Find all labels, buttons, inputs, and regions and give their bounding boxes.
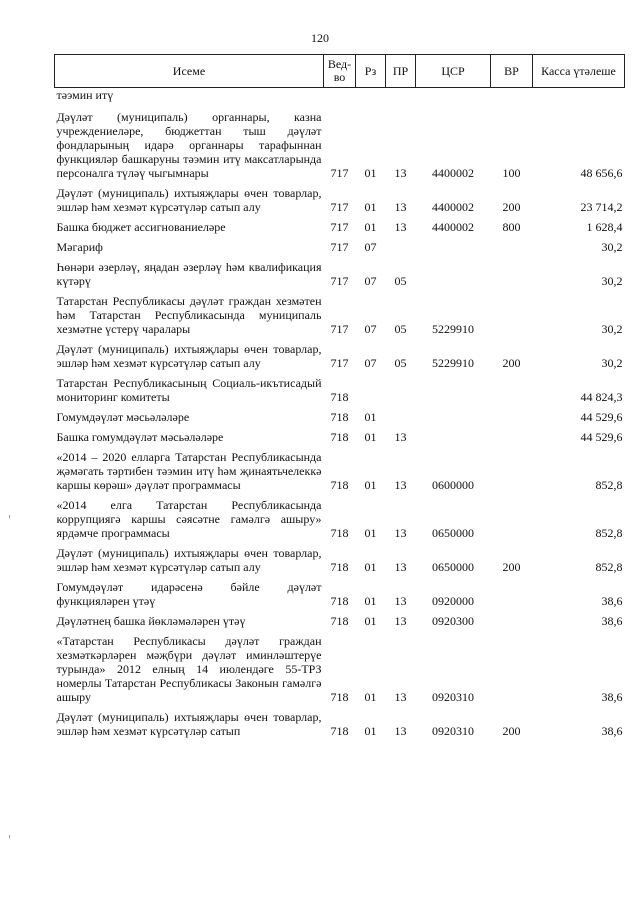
row-vr bbox=[491, 632, 533, 708]
table-row bbox=[55, 258, 625, 292]
header-csr: ЦСР bbox=[416, 55, 491, 88]
row-pr: 13 bbox=[394, 430, 407, 444]
row-name: Дәүләт (муниципаль) ихтыяҗлары өчен товарлар, эшләр һәм хезмәт күрсәтүләр сатып bbox=[56, 710, 322, 738]
row-csr: 0650000 bbox=[432, 560, 474, 574]
table-row bbox=[55, 612, 625, 632]
row-vedomstvo: 718 bbox=[330, 594, 349, 608]
row-vedomstvo: 717 bbox=[330, 240, 349, 254]
row-vr: 200 bbox=[502, 724, 521, 738]
row-name: Дәүләт (муниципаль) органнары, казна учреждениеләре, бюджеттан тыш дәүләт фондларының идарә органнары тарафыннан функцияләр башкаруны тәэмин итү максатларында персоналга түләү чыгымнары bbox=[56, 110, 322, 180]
row-rz: 01 bbox=[364, 724, 377, 738]
row-csr: 4400002 bbox=[432, 220, 474, 234]
row-vr bbox=[491, 292, 533, 340]
row-csr: 0650000 bbox=[432, 526, 474, 540]
row-rz: 07 bbox=[364, 274, 377, 288]
row-pr bbox=[386, 408, 416, 428]
row-amount: 44 529,6 bbox=[580, 410, 623, 424]
row-pr: 13 bbox=[394, 166, 407, 180]
row-amount: 30,2 bbox=[601, 322, 623, 336]
table-row bbox=[55, 408, 625, 428]
row-rz: 07 bbox=[364, 356, 377, 370]
row-csr: 4400002 bbox=[432, 166, 474, 180]
header-pr: ПР bbox=[386, 55, 416, 88]
row-vedomstvo: 718 bbox=[330, 690, 349, 704]
row-vedomstvo: 717 bbox=[330, 322, 349, 336]
row-rz: 01 bbox=[364, 166, 377, 180]
row-vr: 100 bbox=[502, 166, 521, 180]
row-amount: 30,2 bbox=[601, 356, 623, 370]
continuation-row bbox=[55, 88, 625, 109]
table-row bbox=[55, 108, 625, 184]
row-vedomstvo: 717 bbox=[330, 166, 349, 180]
row-amount: 30,2 bbox=[601, 240, 623, 254]
table-row bbox=[55, 544, 625, 578]
row-rz: 01 bbox=[364, 594, 377, 608]
row-amount: 1 628,4 bbox=[586, 220, 623, 234]
row-name: Мәгариф bbox=[56, 240, 103, 254]
row-amount: 30,2 bbox=[601, 274, 623, 288]
row-csr: 5229910 bbox=[432, 356, 474, 370]
row-pr: 05 bbox=[394, 322, 407, 336]
row-pr bbox=[386, 374, 416, 408]
row-vr bbox=[491, 374, 533, 408]
row-vedomstvo: 717 bbox=[330, 356, 349, 370]
row-rz: 01 bbox=[364, 478, 377, 492]
row-amount: 38,6 bbox=[601, 594, 623, 608]
row-amount: 38,6 bbox=[601, 724, 623, 738]
row-csr bbox=[416, 374, 491, 408]
row-amount: 44 529,6 bbox=[580, 430, 623, 444]
row-vr bbox=[491, 428, 533, 448]
row-csr: 4400002 bbox=[432, 200, 474, 214]
row-name: Һөнәри әзерләү, яңадан әзерләү һәм квалификация күтәрү bbox=[56, 260, 322, 288]
row-rz: 01 bbox=[364, 560, 377, 574]
binding-mark bbox=[9, 835, 10, 838]
row-pr: 13 bbox=[394, 724, 407, 738]
row-vr bbox=[491, 612, 533, 632]
row-vedomstvo: 718 bbox=[330, 724, 349, 738]
table-row bbox=[55, 708, 625, 742]
row-csr: 0920310 bbox=[432, 724, 474, 738]
table-row bbox=[55, 578, 625, 612]
row-csr: 0920310 bbox=[432, 690, 474, 704]
header-vedomstvo: Вед-во bbox=[324, 55, 356, 88]
row-vedomstvo: 718 bbox=[330, 410, 349, 424]
row-vr bbox=[491, 258, 533, 292]
row-rz: 01 bbox=[364, 220, 377, 234]
row-vr: 800 bbox=[502, 220, 521, 234]
row-vedomstvo: 717 bbox=[330, 220, 349, 234]
row-vr: 200 bbox=[502, 200, 521, 214]
row-vedomstvo: 717 bbox=[330, 200, 349, 214]
row-amount: 852,8 bbox=[595, 560, 623, 574]
row-vedomstvo: 718 bbox=[330, 560, 349, 574]
table-row bbox=[55, 428, 625, 448]
row-pr: 13 bbox=[394, 200, 407, 214]
table-body bbox=[55, 88, 625, 743]
row-rz: 01 bbox=[364, 690, 377, 704]
row-name: Татарстан Республикасы дәүләт граждан хезмәтен һәм Татарстан Республикасында муниципаль хезмәтне үстерү чаралары bbox=[56, 294, 322, 336]
row-vedomstvo: 718 bbox=[330, 478, 349, 492]
row-vedomstvo: 718 bbox=[330, 390, 349, 404]
row-name: Дәүләт (муниципаль) ихтыяҗлары өчен товарлар, эшләр һәм хезмәт күрсәтүләр сатып алу bbox=[56, 186, 322, 214]
row-vedomstvo: 717 bbox=[330, 274, 349, 288]
row-pr: 05 bbox=[394, 274, 407, 288]
row-amount: 23 714,2 bbox=[580, 200, 623, 214]
table-row bbox=[55, 496, 625, 544]
row-csr bbox=[416, 258, 491, 292]
row-name: Гомумдәүләт идарәсенә бәйле дәүләт функцияләрен үтәү bbox=[56, 580, 322, 608]
row-vr bbox=[491, 496, 533, 544]
row-amount: 852,8 bbox=[595, 526, 623, 540]
row-name: «2014 – 2020 елларга Татарстан Республикасында җәмәгать тәртибен тәэмин итү һәм җинаятьчелеккә каршы көрәш» дәүләт программасы bbox=[56, 450, 322, 492]
row-name: Башка бюджет ассигнованиеләре bbox=[56, 220, 226, 234]
table-row bbox=[55, 184, 625, 218]
row-vr bbox=[491, 448, 533, 496]
row-name: Татарстан Республикасының Социаль-икътисадый мониторинг комитеты bbox=[56, 376, 322, 404]
row-amount: 48 656,6 bbox=[580, 166, 623, 180]
binding-mark bbox=[9, 515, 10, 518]
row-vr bbox=[491, 238, 533, 258]
row-csr: 0920000 bbox=[432, 594, 474, 608]
row-pr: 13 bbox=[394, 220, 407, 234]
row-csr: 0600000 bbox=[432, 478, 474, 492]
row-vr bbox=[491, 408, 533, 428]
row-rz: 07 bbox=[364, 240, 377, 254]
row-name: Дәүләтнең башка йөкләмәләрен үтәү bbox=[56, 614, 246, 628]
row-csr bbox=[416, 238, 491, 258]
row-name: Башка гомумдәүләт мәсьәләләре bbox=[56, 430, 224, 444]
table-row bbox=[55, 292, 625, 340]
row-name: «2014 елга Татарстан Республикасында коррупциягә каршы сәясәтне гамәлгә ашыру» ярдәмче программасы bbox=[56, 498, 322, 540]
row-pr bbox=[386, 238, 416, 258]
table-row bbox=[55, 448, 625, 496]
budget-table bbox=[54, 54, 625, 742]
row-pr: 13 bbox=[394, 526, 407, 540]
table-row bbox=[55, 218, 625, 238]
row-name: тәэмин итү bbox=[56, 88, 114, 102]
row-vedomstvo: 718 bbox=[330, 614, 349, 628]
row-csr bbox=[416, 428, 491, 448]
row-amount: 852,8 bbox=[595, 478, 623, 492]
header-kassa: Касса үтәлеше bbox=[533, 55, 625, 88]
row-rz: 01 bbox=[364, 430, 377, 444]
row-csr bbox=[416, 408, 491, 428]
header-vr: ВР bbox=[491, 55, 533, 88]
row-vedomstvo: 718 bbox=[330, 430, 349, 444]
row-vr bbox=[491, 578, 533, 612]
row-rz: 01 bbox=[364, 526, 377, 540]
table-row bbox=[55, 374, 625, 408]
row-rz: 01 bbox=[364, 200, 377, 214]
row-pr: 13 bbox=[394, 478, 407, 492]
row-pr: 13 bbox=[394, 594, 407, 608]
row-csr: 5229910 bbox=[432, 322, 474, 336]
row-name: Дәүләт (муниципаль) ихтыяҗлары өчен товарлар, эшләр һәм хезмәт күрсәтүләр сатып алу bbox=[56, 342, 322, 370]
row-rz: 01 bbox=[364, 614, 377, 628]
row-amount: 38,6 bbox=[601, 690, 623, 704]
row-pr: 13 bbox=[394, 690, 407, 704]
header-rz: Рз bbox=[356, 55, 386, 88]
row-rz: 01 bbox=[364, 410, 377, 424]
row-rz: 07 bbox=[364, 322, 377, 336]
row-amount: 38,6 bbox=[601, 614, 623, 628]
row-vedomstvo: 718 bbox=[330, 526, 349, 540]
row-csr: 0920300 bbox=[432, 614, 474, 628]
table-header bbox=[55, 55, 625, 88]
row-pr: 05 bbox=[394, 356, 407, 370]
row-name: «Татарстан Республикасы дәүләт граждан хезмәткәрләрен мәҗбүри дәүләт иминләштерүе турында» 2012 елның 14 июлендәге 55-ТРЗ номерлы Татарстан Республикасы Законын гамәлгә ашыру bbox=[56, 634, 322, 704]
row-amount: 44 824,3 bbox=[580, 390, 623, 404]
row-name: Дәүләт (муниципаль) ихтыяҗлары өчен товарлар, эшләр һәм хезмәт күрсәтүләр сатып алу bbox=[56, 546, 322, 574]
table-row bbox=[55, 340, 625, 374]
table-row bbox=[55, 632, 625, 708]
table-row bbox=[55, 238, 625, 258]
row-name: Гомумдәүләт мәсьәләләре bbox=[56, 410, 190, 424]
row-vr: 200 bbox=[502, 560, 521, 574]
page-number: 120 bbox=[311, 31, 329, 45]
row-vr: 200 bbox=[502, 356, 521, 370]
header-name: Исеме bbox=[55, 55, 324, 88]
row-rz bbox=[356, 374, 386, 408]
row-pr: 13 bbox=[394, 614, 407, 628]
row-pr: 13 bbox=[394, 560, 407, 574]
